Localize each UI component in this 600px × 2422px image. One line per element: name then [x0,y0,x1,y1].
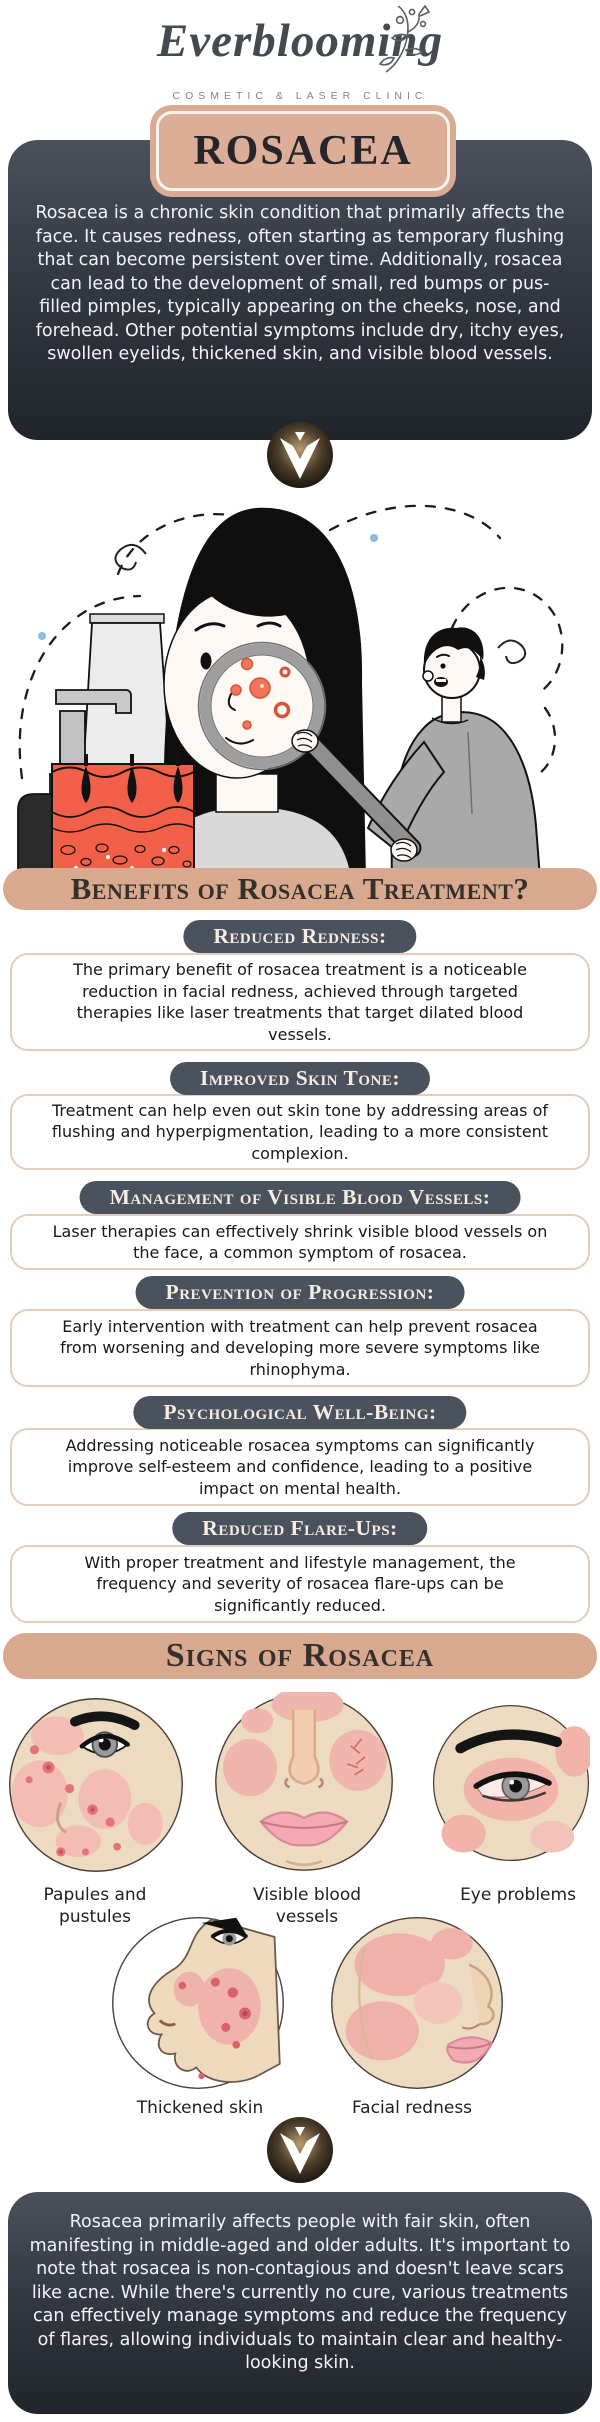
benefits-heading: Benefits of Rosacea Treatment? [70,871,530,906]
benefit-text-box: Treatment can help even out skin tone by addressing areas of flushing and hyperpigmentation, leading to a more consistent complexion. [10,1094,590,1170]
brand-tagline: COSMETIC & LASER CLINIC [172,90,428,102]
sign-label: Thickened skin [136,2098,264,2118]
benefit-pill-wellbeing: Psychological Well-Being: [133,1396,466,1429]
signs-heading: Signs of Rosacea [165,1637,435,1674]
benefit-pill-blood-vessels: Management of Visible Blood Vessels: [80,1181,521,1214]
signs-heading-band [3,1633,597,1679]
benefits-heading-band [3,868,597,910]
sign-label: Papules and pustules [43,1885,147,1927]
decor-dot [370,534,378,542]
brand-logo: Everblooming [156,15,444,67]
benefit-pill-reduced-redness: Reduced Redness: [183,920,416,953]
sign-papules-illustration [8,1697,184,1873]
skin-layer-illustration [52,754,194,876]
down-arrow-icon [266,421,334,489]
intro-text: Rosacea is a chronic skin condition that primarily affects the face. It causes redness, often starting as temporary flushing that can become persistent over time. Additionally, rosacea can lead to the development of small, red bumps or pus-filled pimples, typically appearing on the cheeks, nose, and forehead. Other potential symptoms include dry, itchy eyes, swollen eyelids, thickened skin, and visible blood vessels. [35,203,565,364]
benefit-text-box: Laser therapies can effectively shrink visible blood vessels on the face, a common symptom of rosacea. [10,1214,590,1270]
benefit-text-box: Addressing noticeable rosacea symptoms can significantly improve self-esteem and confidence, leading to a positive impact on mental health. [10,1428,590,1506]
benefit-pill-flare-ups: Reduced Flare-Ups: [172,1512,427,1545]
outro-box [8,2192,592,2414]
benefit-pill-improved-skin-tone: Improved Skin Tone: [170,1062,430,1095]
sign-label: Visible blood vessels [252,1885,362,1927]
sign-thickened-skin-illustration [111,1916,285,2090]
benefit-text-box: With proper treatment and lifestyle management, the frequency and severity of rosacea flare-ups can be significantly reduced. [10,1545,590,1623]
page-title: ROSACEA [156,111,450,191]
sign-facial-redness-illustration [330,1916,504,2090]
down-arrow-icon [266,2116,334,2184]
benefit-pill-prevention: Prevention of Progression: [136,1276,465,1309]
sign-label: Eye problems [460,1885,576,1905]
rosacea-examination-illustration [0,478,600,878]
sign-blood-vessels-illustration [214,1692,394,1872]
hand-grip [292,730,318,752]
sign-label: Facial redness [351,2098,473,2118]
benefit-text-box: The primary benefit of rosacea treatment is a noticeable reduction in facial redness, achieved through targeted therapies like laser treatments that target dilated blood vessels. [10,953,590,1051]
outro-text: Rosacea primarily affects people with fair skin, often manifesting in middle-aged and older adults. It's important to note that rosacea is non-contagious and doesn't leave scars like acne. While there's currently no cure, various treatments can effectively manage symptoms and reduce the frequency of flares, allowing individuals to maintain clear and healthy-looking skin. [29,2212,571,2373]
benefit-text-box: Early intervention with treatment can help prevent rosacea from worsening and developing more severe symptoms like rhinophyma. [10,1309,590,1387]
decor-dot [38,632,46,640]
sign-eye-problems-illustration [432,1704,590,1862]
floral-branch-icon [378,0,458,76]
